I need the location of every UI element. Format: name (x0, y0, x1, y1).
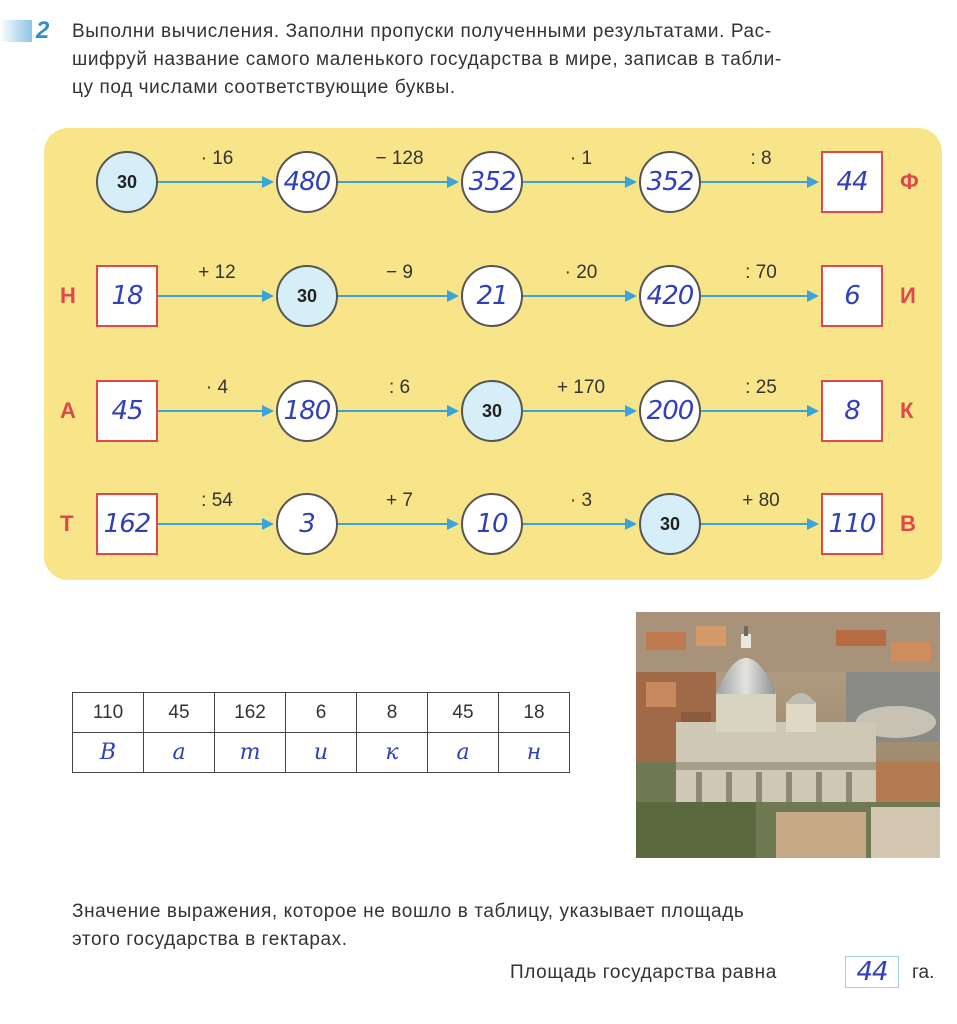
vatican-aerial-photo (636, 612, 940, 858)
end-letter: К (900, 398, 914, 423)
note-line: Значение выражения, которое не вошло в таблицу, указывает площадь (72, 901, 745, 922)
given-number-circle (639, 493, 701, 555)
node-value: 162 (103, 509, 151, 539)
decode-table-numbers-row (73, 693, 570, 733)
answer-circle[interactable] (639, 151, 701, 213)
node-value: 18 (111, 281, 143, 311)
chain-arrow-head (625, 176, 637, 188)
node-value: 21 (476, 281, 508, 311)
decode-table-letters-row (73, 733, 570, 773)
operation-label: : 54 (201, 490, 233, 511)
answer-label: Площадь государства равна (510, 962, 777, 983)
answer-circle[interactable] (639, 265, 701, 327)
note-text (72, 898, 940, 954)
chain-arrow-head (262, 518, 274, 530)
decode-number-cell: 162 (215, 693, 286, 733)
decode-number-cell: 110 (73, 693, 144, 733)
chain-arrow-head (625, 518, 637, 530)
answer-square[interactable] (821, 265, 883, 327)
operation-label: · 3 (569, 490, 593, 511)
operation-label: + 80 (742, 490, 780, 511)
start-letter: Т (60, 511, 74, 536)
node-value: 30 (296, 285, 318, 306)
end-letter: И (900, 283, 916, 308)
answer-circle[interactable] (276, 151, 338, 213)
chain-arrow-head (447, 405, 459, 417)
chain-arrow-head (807, 290, 819, 302)
node-value: 110 (828, 509, 876, 539)
answer-circle[interactable] (461, 493, 523, 555)
chain-arrow-head (447, 518, 459, 530)
end-letter: В (900, 511, 916, 536)
node-value: 352 (468, 167, 516, 197)
answer-box[interactable] (845, 956, 899, 988)
operation-label: · 4 (205, 377, 229, 398)
node-value: 30 (481, 400, 503, 421)
operation-label: + 7 (386, 490, 413, 511)
chain-arrow-head (262, 290, 274, 302)
end-letter: Ф (900, 169, 919, 194)
decode-letter-cell: н (499, 733, 570, 773)
answer-value: 44 (856, 957, 888, 987)
node-value: 420 (646, 281, 694, 311)
answer-square[interactable] (96, 265, 158, 327)
given-number-circle (96, 151, 158, 213)
node-value: 45 (111, 396, 143, 426)
decode-letter-cell: а (428, 733, 499, 773)
answer-circle[interactable] (461, 151, 523, 213)
chain-arrow-head (262, 176, 274, 188)
decode-number-cell: 45 (428, 693, 499, 733)
node-value: 480 (283, 167, 331, 197)
operation-label: − 128 (375, 148, 424, 169)
start-letter: Н (60, 283, 76, 308)
decode-letter-cell: В (73, 733, 144, 773)
operation-label: · 20 (564, 262, 598, 283)
task-line: цу под числами соответствующие буквы. (72, 77, 456, 98)
note-line: этого государства в гектарах. (72, 929, 348, 950)
answer-square[interactable] (96, 380, 158, 442)
operation-label: : 6 (388, 377, 411, 398)
node-value: 180 (283, 396, 331, 426)
answer-square[interactable] (821, 380, 883, 442)
answer-circle[interactable] (639, 380, 701, 442)
operation-label: · 16 (200, 148, 234, 169)
start-letter: А (60, 398, 76, 423)
answer-square[interactable] (821, 151, 883, 213)
decode-table (72, 692, 570, 773)
given-number-circle (461, 380, 523, 442)
decode-number-cell: 18 (499, 693, 570, 733)
decode-letter-cell: к (357, 733, 428, 773)
decode-number-cell: 45 (144, 693, 215, 733)
operation-label: : 70 (745, 262, 777, 283)
node-value: 44 (836, 167, 868, 197)
node-value: 8 (844, 396, 860, 426)
chain-arrow-head (447, 290, 459, 302)
node-value: 6 (844, 281, 860, 311)
task-line: Выполни вычисления. Заполни пропуски полученными результатами. Рас- (72, 21, 772, 42)
answer-square[interactable] (96, 493, 158, 555)
node-value: 10 (476, 509, 508, 539)
decode-letter-cell: т (215, 733, 286, 773)
operation-label: + 170 (556, 377, 606, 398)
node-value: 3 (299, 509, 315, 539)
operation-label: : 25 (745, 377, 777, 398)
chain-arrow-head (807, 405, 819, 417)
answer-circle[interactable] (461, 265, 523, 327)
node-value: 30 (116, 171, 138, 192)
node-value: 200 (646, 396, 694, 426)
answer-unit: га. (912, 962, 935, 983)
node-value: 30 (659, 513, 681, 534)
chain-arrow-head (625, 290, 637, 302)
chain-arrow-head (262, 405, 274, 417)
answer-circle[interactable] (276, 493, 338, 555)
decode-number-cell: 8 (357, 693, 428, 733)
node-value: 352 (646, 167, 694, 197)
answer-square[interactable] (821, 493, 883, 555)
operation-label: + 12 (198, 262, 236, 283)
operation-label: − 9 (386, 262, 413, 283)
chain-arrow-head (807, 176, 819, 188)
chain-arrow-head (807, 518, 819, 530)
chain-arrow-head (625, 405, 637, 417)
chain-arrow-head (447, 176, 459, 188)
operation-label: · 1 (569, 148, 593, 169)
decode-letter-cell: и (286, 733, 357, 773)
task-line: шифруй название самого маленького государства в мире, записав в табли- (72, 49, 782, 70)
operation-label: : 8 (750, 148, 772, 169)
decode-letter-cell: а (144, 733, 215, 773)
vatican-photo-illustration (636, 612, 940, 858)
given-number-circle (276, 265, 338, 327)
decode-number-cell: 6 (286, 693, 357, 733)
task-number: 2 (36, 17, 50, 44)
answer-circle[interactable] (276, 380, 338, 442)
